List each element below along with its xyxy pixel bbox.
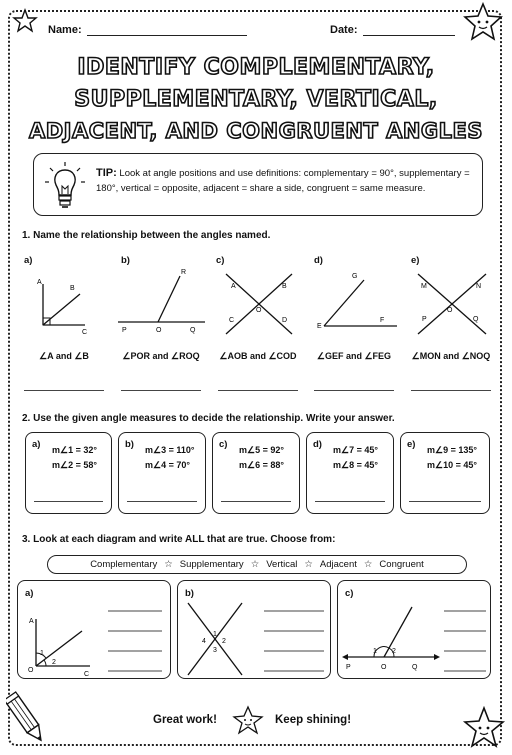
name-field[interactable] bbox=[48, 24, 247, 36]
q1c-letter: c) bbox=[216, 255, 225, 266]
q3a-diagram bbox=[18, 581, 172, 680]
q1b-letter: b) bbox=[121, 255, 130, 266]
q1d-point-e: E bbox=[317, 323, 322, 330]
q1c-answer-line[interactable] bbox=[218, 390, 298, 391]
q1e-point-p: P bbox=[422, 316, 427, 323]
pencil-icon bbox=[6, 690, 50, 750]
star-separator-icon: ☆ bbox=[304, 559, 313, 570]
q1c-point-c: C bbox=[229, 317, 235, 324]
q1a-point-c: C bbox=[82, 329, 88, 336]
q2e-letter: e) bbox=[407, 439, 416, 450]
q3a-letter: a) bbox=[25, 588, 34, 599]
q1c-point-d: D bbox=[282, 317, 288, 324]
title-line-3: ADJACENT, AND CONGRUENT ANGLES bbox=[28, 119, 484, 143]
q3b-letter: b) bbox=[185, 588, 194, 599]
q3a-label-c: C bbox=[84, 671, 90, 678]
question-2-prompt: 2. Use the given angle measures to decide the relationship. Write your answer. bbox=[22, 413, 395, 424]
q2d-letter: d) bbox=[313, 439, 322, 450]
q1b-point-o: O bbox=[156, 327, 162, 334]
q3a-label-2: 2 bbox=[52, 659, 56, 666]
q2d-measure-1: m∠7 = 45° bbox=[333, 445, 378, 455]
q2e-answer-line[interactable] bbox=[409, 501, 481, 502]
date-field[interactable] bbox=[330, 24, 455, 36]
name-line[interactable] bbox=[87, 35, 247, 36]
q3a-label-1: 1 bbox=[40, 650, 44, 657]
q3c-box bbox=[337, 580, 491, 679]
lightbulb-icon bbox=[42, 160, 88, 212]
q2c-measure-2: m∠6 = 88° bbox=[239, 460, 284, 470]
question-1-prompt: 1. Name the relationship between the angles named. bbox=[22, 230, 271, 241]
tip-heading: TIP: bbox=[96, 167, 117, 179]
q3c-label-1: 1 bbox=[373, 648, 377, 655]
q3c-diagram bbox=[338, 581, 492, 680]
date-label: Date: bbox=[330, 24, 358, 36]
star-separator-icon: ☆ bbox=[250, 559, 260, 570]
q2e-measure-1: m∠9 = 135° bbox=[427, 445, 477, 455]
question-3-prompt: 3. Look at each diagram and write ALL that are true. Choose from: bbox=[22, 534, 336, 545]
q2a-box bbox=[25, 432, 112, 514]
q2c-box bbox=[212, 432, 300, 514]
q2d-answer-line[interactable] bbox=[315, 501, 385, 502]
q3b-box bbox=[177, 580, 331, 679]
q2d-box bbox=[306, 432, 394, 514]
choices-bar bbox=[47, 555, 467, 574]
q1b-point-r: R bbox=[181, 269, 187, 276]
footer-keep-shining: Keep shining! bbox=[275, 714, 352, 726]
q2b-letter: b) bbox=[125, 439, 134, 450]
q3b-label-2: 2 bbox=[222, 638, 226, 645]
q2c-answer-line[interactable] bbox=[221, 501, 291, 502]
q2a-answer-line[interactable] bbox=[34, 501, 103, 502]
choice-adjacent: Adjacent bbox=[319, 559, 357, 570]
choice-complementary: Complementary bbox=[90, 559, 158, 570]
question-1-diagrams bbox=[0, 260, 512, 340]
smiling-star-icon bbox=[463, 2, 503, 42]
q1c-point-a: A bbox=[231, 283, 236, 290]
q1e-point-q: Q bbox=[473, 316, 479, 323]
q1e-point-o: O bbox=[447, 307, 453, 314]
q1d-point-f: F bbox=[380, 317, 385, 324]
q1b-point-q: Q bbox=[190, 327, 196, 334]
smiling-star-icon bbox=[462, 706, 506, 750]
q3b-label-1: 1 bbox=[213, 631, 217, 638]
q3c-label-q: Q bbox=[412, 664, 418, 671]
smiling-star-icon bbox=[232, 705, 264, 735]
q1d-letter: d) bbox=[314, 255, 323, 266]
q3c-label-p: P bbox=[346, 664, 351, 671]
q1e-letter: e) bbox=[411, 255, 420, 266]
q3b-label-4: 4 bbox=[202, 638, 206, 645]
q2c-measure-1: m∠5 = 92° bbox=[239, 445, 284, 455]
q1e-answer-line[interactable] bbox=[411, 390, 491, 391]
tip-body: Look at angle positions and use definitions: complementary = 90°, supplementary = 180°, vertical = opposite, adjacent = share a side, congruent = same measure. bbox=[96, 168, 470, 194]
q1b-point-p: P bbox=[122, 327, 127, 334]
q2b-box bbox=[118, 432, 206, 514]
title-line-1: IDENTIFY COMPLEMENTARY, bbox=[77, 55, 435, 80]
q1a-caption: ∠A and ∠B bbox=[39, 351, 89, 361]
q3b-label-3: 3 bbox=[213, 647, 217, 654]
q1a-point-b: B bbox=[70, 285, 75, 292]
q2a-measure-2: m∠2 = 58° bbox=[52, 460, 97, 470]
q3c-label-2: 2 bbox=[392, 648, 396, 655]
q1a-letter: a) bbox=[24, 255, 33, 266]
tip-text bbox=[96, 166, 476, 196]
q2b-measure-2: m∠4 = 70° bbox=[145, 460, 190, 470]
q2b-measure-1: m∠3 = 110° bbox=[145, 445, 195, 455]
star-separator-icon: ☆ bbox=[164, 559, 173, 570]
q1a-point-a: A bbox=[37, 279, 42, 286]
q1b-caption: ∠POR and ∠ROQ bbox=[122, 351, 200, 361]
q1c-point-o: O bbox=[256, 307, 262, 314]
name-label: Name: bbox=[48, 24, 82, 36]
q1e-caption: ∠MON and ∠NOQ bbox=[411, 351, 491, 361]
q2a-measure-1: m∠1 = 32° bbox=[52, 445, 97, 455]
q1d-caption: ∠GEF and ∠FEG bbox=[316, 351, 392, 361]
choice-supplementary: Supplementary bbox=[179, 559, 244, 570]
q1d-point-g: G bbox=[352, 273, 358, 280]
q3b-diagram bbox=[178, 581, 332, 680]
q2b-answer-line[interactable] bbox=[127, 501, 197, 502]
q2a-letter: a) bbox=[32, 439, 41, 450]
q1a-diagram bbox=[43, 284, 85, 325]
q1d-answer-line[interactable] bbox=[314, 390, 394, 391]
q1b-answer-line[interactable] bbox=[121, 390, 201, 391]
star-separator-icon: ☆ bbox=[363, 559, 373, 570]
q3a-label-o: O bbox=[28, 667, 34, 674]
star-corner-icon bbox=[12, 8, 38, 34]
q3a-label-a: A bbox=[29, 618, 34, 625]
q1e-point-m: M bbox=[421, 283, 427, 290]
footer-great-work: Great work! bbox=[153, 714, 217, 726]
q1d-diagram bbox=[324, 280, 397, 326]
q3a-box bbox=[17, 580, 171, 679]
q2e-box bbox=[400, 432, 490, 514]
q3c-label-o: O bbox=[381, 664, 387, 671]
q1c-point-b: B bbox=[282, 283, 287, 290]
q1a-answer-line[interactable] bbox=[24, 390, 104, 391]
q1e-point-n: N bbox=[476, 283, 482, 290]
q1c-caption: ∠AOB and ∠COD bbox=[219, 351, 297, 361]
q2d-measure-2: m∠8 = 45° bbox=[333, 460, 378, 470]
choice-congruent: Congruent bbox=[379, 559, 424, 570]
q2c-letter: c) bbox=[219, 439, 228, 450]
date-line[interactable] bbox=[363, 35, 455, 36]
q2e-measure-2: m∠10 = 45° bbox=[427, 460, 477, 470]
q3c-letter: c) bbox=[345, 588, 354, 599]
choice-vertical: Vertical bbox=[266, 559, 298, 570]
q1b-diagram bbox=[118, 276, 205, 322]
title-line-2: SUPPLEMENTARY, VERTICAL, bbox=[74, 87, 438, 112]
